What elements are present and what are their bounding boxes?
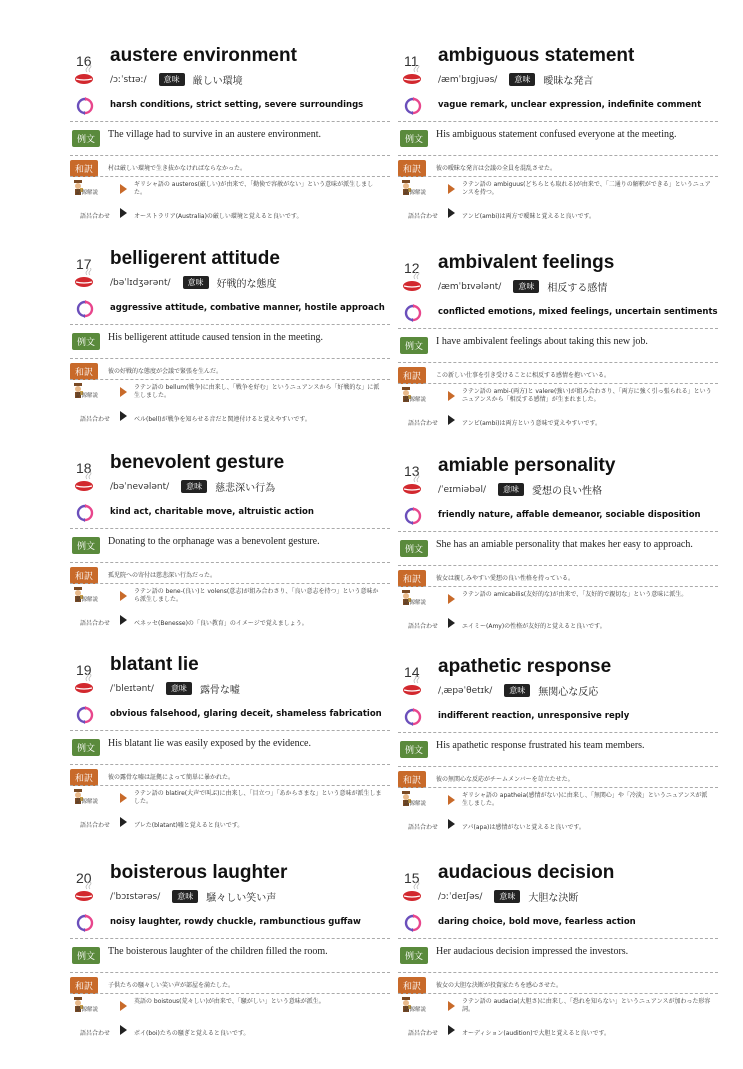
example-sentence: The village had to survive in an austere environment. [108,129,321,140]
arrow-black-icon [120,411,127,421]
divider [70,121,390,122]
pronunciation: /bəˈnevələnt/ [110,481,170,492]
synonym-cycle-icon [404,507,422,525]
synonyms: aggressive attitude, combative manner, hostile approach [110,303,385,313]
translation-badge: 和訳 [70,977,98,994]
synonyms: indifferent reaction, unresponsive reply [438,711,630,721]
vocab-card [398,862,718,1052]
meaning-badge: 意味 [183,276,209,289]
divider [70,358,390,359]
etymology-text: ラテン語の bellum(戦争)に由来し、「戦争を好む」というニュアンスから「好戦的な」に派生しました。 [134,384,380,399]
steam-icon [85,268,93,276]
arrow-orange-icon [120,1001,127,1011]
meaning-badge: 意味 [159,73,185,86]
divider [70,562,390,563]
vocab-card [70,248,390,438]
etymology-text: ラテン語の ambi-(両方)と valere(強い)が組み合わさり、「両方に強く引っ張られる」というニュアンスから「相反する感情」が生まれました。 [462,388,712,403]
etymology-text: ラテン語の ambiguus(どちらとも取れる)が由来で、「二通りの解釈ができる」というニュアンスを持つ。 [462,181,711,196]
arrow-orange-icon [120,184,127,194]
entry-number: 13 [404,463,420,479]
example-sentence: His blatant lie was easily exposed by the evidence. [108,738,311,749]
etymology-label: 語源解説 [404,397,427,403]
mnemonic-text: アンビ(ambi)は両方で曖昧と覚えると良いです。 [462,213,595,220]
mnemonic-label: 語呂合わせ [80,213,111,220]
lips-icon [74,73,94,85]
example-badge: 例文 [72,130,100,147]
arrow-orange-icon [448,1001,455,1011]
etymology-label: 語源解説 [404,190,427,196]
synonyms: conflicted emotions, mixed feelings, uncertain sentiments [438,307,718,317]
pronunciation-line [438,279,607,294]
divider [70,785,390,786]
entry-number: 16 [76,53,92,69]
pronunciation: /ɔːˈstɪəː/ [110,74,147,85]
translation-badge: 和訳 [70,160,98,177]
divider [70,993,390,994]
meaning-japanese: 厳しい環境 [192,76,243,87]
pronunciation: /ˌæpəˈθetɪk/ [438,685,493,696]
example-badge: 例文 [400,741,428,758]
synonym-cycle-icon [404,304,422,322]
arrow-orange-icon [448,184,455,194]
mnemonic-text: エイミー(Amy)の性格が友好的と覚えると良いです。 [462,623,606,630]
divider [398,766,718,767]
phrase-title: boisterous laughter [110,862,288,883]
etymology-label: 語源解説 [76,1007,99,1013]
mnemonic-text: ベネッセ(Benesse)の「良い教育」のイメージで覚えましょう。 [134,620,308,627]
etymology-text: ラテン語の bene-(良い)と volens(意志)が組み合わさり、「良い意志を持つ」という意味から派生しました。 [134,588,379,603]
translation-badge: 和訳 [70,567,98,584]
etymology-text: ラテン語の audacia(大胆さ)に由来し、「恐れを知らない」というニュアンスが加わった形容詞。 [462,998,711,1013]
divider [70,379,390,380]
synonym-cycle-icon [404,708,422,726]
meaning-japanese: 曖昧な発言 [543,76,594,87]
mnemonic-text: ブレた(blatant)嘘と覚えると良いです。 [134,822,244,829]
pronunciation: /ˈbɔɪstərəs/ [110,891,161,902]
divider [70,972,390,973]
translation-text: 孤児院への寄付は慈悲深い行為だった。 [108,572,217,579]
example-badge: 例文 [72,333,100,350]
etymology-text: ラテン語の blatire(大声で叫ぶ)に由来し、「目立つ」「あからさまな」という意味が派生しました。 [134,790,382,805]
translation-text: 彼の曖昧な発言は会議の全員を混乱させた。 [436,165,557,172]
meaning-badge: 意味 [166,682,192,695]
arrow-orange-icon [120,793,127,803]
steam-icon [413,65,421,73]
divider [70,583,390,584]
pronunciation: /ˈbleɪtənt/ [110,683,154,694]
translation-text: 彼の好戦的な態度が会議で緊張を生んだ。 [108,368,223,375]
mnemonic-text: ボイ(boi)たちの騒ぎと覚えると良いです。 [134,1030,250,1037]
arrow-black-icon [120,1025,127,1035]
synonyms: friendly nature, affable demeanor, sociable disposition [438,510,701,520]
divider [398,938,718,939]
lips-icon [402,280,422,292]
vocab-card [70,452,390,642]
example-sentence: The boisterous laughter of the children filled the room. [108,946,328,957]
mnemonic-label: 語呂合わせ [80,416,111,423]
entry-number: 12 [404,260,420,276]
entry-number: 18 [76,460,92,476]
divider [398,565,718,566]
pronunciation: /æmˈbɪvələnt/ [438,281,502,292]
synonyms: obvious falsehood, glaring deceit, shameless fabrication [110,709,382,719]
divider [70,155,390,156]
vocab-card [70,45,390,235]
mnemonic-label: 語呂合わせ [408,1030,439,1037]
lips-icon [402,890,422,902]
example-badge: 例文 [400,947,428,964]
entry-number: 17 [76,256,92,272]
translation-badge: 和訳 [398,977,426,994]
lips-icon [402,483,422,495]
mnemonic-label: 語呂合わせ [80,822,111,829]
divider [398,531,718,532]
etymology-label: 語源解説 [76,393,99,399]
phrase-title: belligerent attitude [110,248,280,269]
example-badge: 例文 [400,130,428,147]
translation-badge: 和訳 [398,771,426,788]
arrow-orange-icon [448,594,455,604]
lips-icon [74,890,94,902]
etymology-text: ラテン語の amicabilis(友好的な)が由来で、「友好的で親切な」という意味に派生。 [462,591,688,598]
arrow-orange-icon [448,391,455,401]
example-sentence: Donating to the orphanage was a benevolent gesture. [108,536,320,547]
entry-number: 14 [404,664,420,680]
entry-number: 20 [76,870,92,886]
mnemonic-label: 語呂合わせ [80,1030,111,1037]
divider [398,362,718,363]
divider [398,993,718,994]
divider [70,938,390,939]
translation-text: 彼女の大胆な決断が投資家たちを感心させた。 [436,982,563,989]
pronunciation-line [110,275,277,290]
synonym-cycle-icon [404,914,422,932]
steam-icon [85,674,93,682]
steam-icon [413,475,421,483]
synonym-cycle-icon [76,914,94,932]
translation-badge: 和訳 [398,570,426,587]
meaning-japanese: 無関心な反応 [538,687,599,698]
steam-icon [413,676,421,684]
divider [70,764,390,765]
lips-icon [74,276,94,288]
translation-text: 村は厳しい環境で生き抜かなければならなかった。 [108,165,247,172]
lips-icon [402,73,422,85]
mnemonic-label: 語呂合わせ [408,420,439,427]
vocab-card [398,455,718,645]
mnemonic-label: 語呂合わせ [408,213,439,220]
translation-text: 彼の無関心な反応がチームメンバーを苛立たせた。 [436,776,574,783]
example-sentence: I have ambivalent feelings about taking this new job. [436,336,648,347]
phrase-title: apathetic response [438,656,612,677]
example-sentence: His belligerent attitude caused tension in the meeting. [108,332,323,343]
example-badge: 例文 [72,537,100,554]
meaning-japanese: 騒々しい笑い声 [206,893,277,904]
entry-number: 11 [404,53,419,69]
divider [70,176,390,177]
translation-text: この新しい仕事を引き受けることに相反する感情を抱いている。 [436,372,611,379]
example-sentence: She has an amiable personality that makes her easy to approach. [436,539,693,550]
phrase-title: blatant lie [110,654,199,675]
arrow-black-icon [448,819,455,829]
translation-badge: 和訳 [70,363,98,380]
synonyms: vague remark, unclear expression, indefinite comment [438,100,702,110]
lips-icon [402,684,422,696]
pronunciation: /ɔːˈdeɪʃəs/ [438,891,483,902]
etymology-label: 語源解説 [404,1007,427,1013]
phrase-title: ambivalent feelings [438,252,615,273]
translation-text: 子供たちの騒々しい笑い声が部屋を満たした。 [108,982,235,989]
divider [398,155,718,156]
etymology-label: 語源解説 [76,799,99,805]
steam-icon [413,882,421,890]
arrow-black-icon [448,415,455,425]
divider [398,383,718,384]
etymology-text: ギリシャ語の austeros(厳しい)が由来で、「勤倹で容赦がない」という意味が派生しました。 [134,181,374,196]
meaning-japanese: 愛想の良い性格 [531,486,602,497]
synonym-cycle-icon [76,300,94,318]
translation-text: 彼女は親しみやすい愛想の良い性格を持っている。 [436,575,575,582]
synonym-cycle-icon [404,97,422,115]
etymology-text: 英語の boistous(荒々しい)が由来で、「騒がしい」という意味が派生。 [134,998,325,1005]
vocab-card [398,252,718,442]
pronunciation-line [110,479,275,494]
mnemonic-label: 語呂合わせ [408,623,439,630]
etymology-label: 語源解説 [76,597,99,603]
translation-badge: 和訳 [70,769,98,786]
meaning-badge: 意味 [498,483,524,496]
vocab-card [70,654,390,844]
synonyms: kind act, charitable move, altruistic action [110,507,314,517]
example-badge: 例文 [72,739,100,756]
translation-badge: 和訳 [398,160,426,177]
pronunciation-line [110,72,243,87]
divider [398,787,718,788]
synonym-cycle-icon [76,706,94,724]
pronunciation-line [110,681,240,696]
vocab-card [70,862,390,1052]
meaning-japanese: 慈悲深い行為 [215,483,276,494]
arrow-orange-icon [448,795,455,805]
pronunciation-line [438,683,598,698]
entry-number: 15 [404,870,420,886]
meaning-japanese: 相反する感情 [547,283,608,294]
example-sentence: His apathetic response frustrated his team members. [436,740,645,751]
mnemonic-text: オーストラリア(Australia)の厳しい環境と覚えると良いです。 [134,213,303,220]
pronunciation: /ˈeɪmiəbəl/ [438,484,486,495]
phrase-title: ambiguous statement [438,45,635,66]
example-badge: 例文 [400,540,428,557]
etymology-text: ギリシャ語の apatheia(感情がない)に由来し、「無関心」や「冷淡」というニュアンスが派生しました。 [462,792,708,807]
divider [70,528,390,529]
divider [398,586,718,587]
arrow-orange-icon [120,387,127,397]
etymology-label: 語源解説 [404,801,427,807]
divider [398,732,718,733]
arrow-black-icon [120,615,127,625]
arrow-black-icon [120,817,127,827]
synonyms: daring choice, bold move, fearless action [438,917,636,927]
pronunciation-line [438,482,602,497]
steam-icon [85,65,93,73]
pronunciation-line [110,889,276,904]
meaning-japanese: 露骨な嘘 [199,685,240,696]
synonyms: noisy laughter, rowdy chuckle, rambunctious guffaw [110,917,361,927]
pronunciation: /æmˈbɪgjuəs/ [438,74,498,85]
synonym-cycle-icon [76,97,94,115]
divider [398,328,718,329]
example-badge: 例文 [72,947,100,964]
divider [70,730,390,731]
pronunciation: /bəˈlɪdʒərənt/ [110,277,171,288]
steam-icon [85,882,93,890]
arrow-black-icon [448,618,455,628]
synonyms: harsh conditions, strict setting, severe surroundings [110,100,364,110]
arrow-black-icon [448,208,455,218]
example-badge: 例文 [400,337,428,354]
mnemonic-text: オーディション(audition)で大胆と覚えると良いです。 [462,1030,611,1037]
entry-number: 19 [76,662,92,678]
arrow-orange-icon [120,591,127,601]
meaning-badge: 意味 [494,890,520,903]
arrow-black-icon [120,208,127,218]
mnemonic-text: アパ(apa)は感情がないと覚えると良いです。 [462,824,585,831]
mnemonic-text: ベル(bell)が戦争を知らせる音だと関連付けると覚えやすいです。 [134,416,311,423]
example-sentence: Her audacious decision impressed the investors. [436,946,629,957]
example-sentence: His ambiguous statement confused everyone at the meeting. [436,129,677,140]
divider [70,324,390,325]
meaning-badge: 意味 [513,280,539,293]
steam-icon [413,272,421,280]
meaning-badge: 意味 [172,890,198,903]
mnemonic-text: アンビ(ambi)は両方という意味で覚えやすいです。 [462,420,601,427]
arrow-black-icon [448,1025,455,1035]
lips-icon [74,682,94,694]
etymology-label: 語源解説 [76,190,99,196]
mnemonic-label: 語呂合わせ [80,620,111,627]
etymology-label: 語源解説 [404,600,427,606]
phrase-title: amiable personality [438,455,616,476]
translation-text: 彼の露骨な嘘は証拠によって簡単に暴かれた。 [108,774,235,781]
phrase-title: benevolent gesture [110,452,285,473]
mnemonic-label: 語呂合わせ [408,824,439,831]
pronunciation-line [438,889,578,904]
meaning-japanese: 好戦的な態度 [216,279,277,290]
divider [398,176,718,177]
vocab-card [398,45,718,235]
meaning-badge: 意味 [181,480,207,493]
translation-badge: 和訳 [398,367,426,384]
vocab-card [398,656,718,846]
meaning-badge: 意味 [504,684,530,697]
meaning-badge: 意味 [509,73,535,86]
phrase-title: audacious decision [438,862,615,883]
divider [398,972,718,973]
meaning-japanese: 大胆な決断 [528,893,579,904]
pronunciation-line [438,72,593,87]
divider [398,121,718,122]
synonym-cycle-icon [76,504,94,522]
lips-icon [74,480,94,492]
phrase-title: austere environment [110,45,297,66]
steam-icon [85,472,93,480]
